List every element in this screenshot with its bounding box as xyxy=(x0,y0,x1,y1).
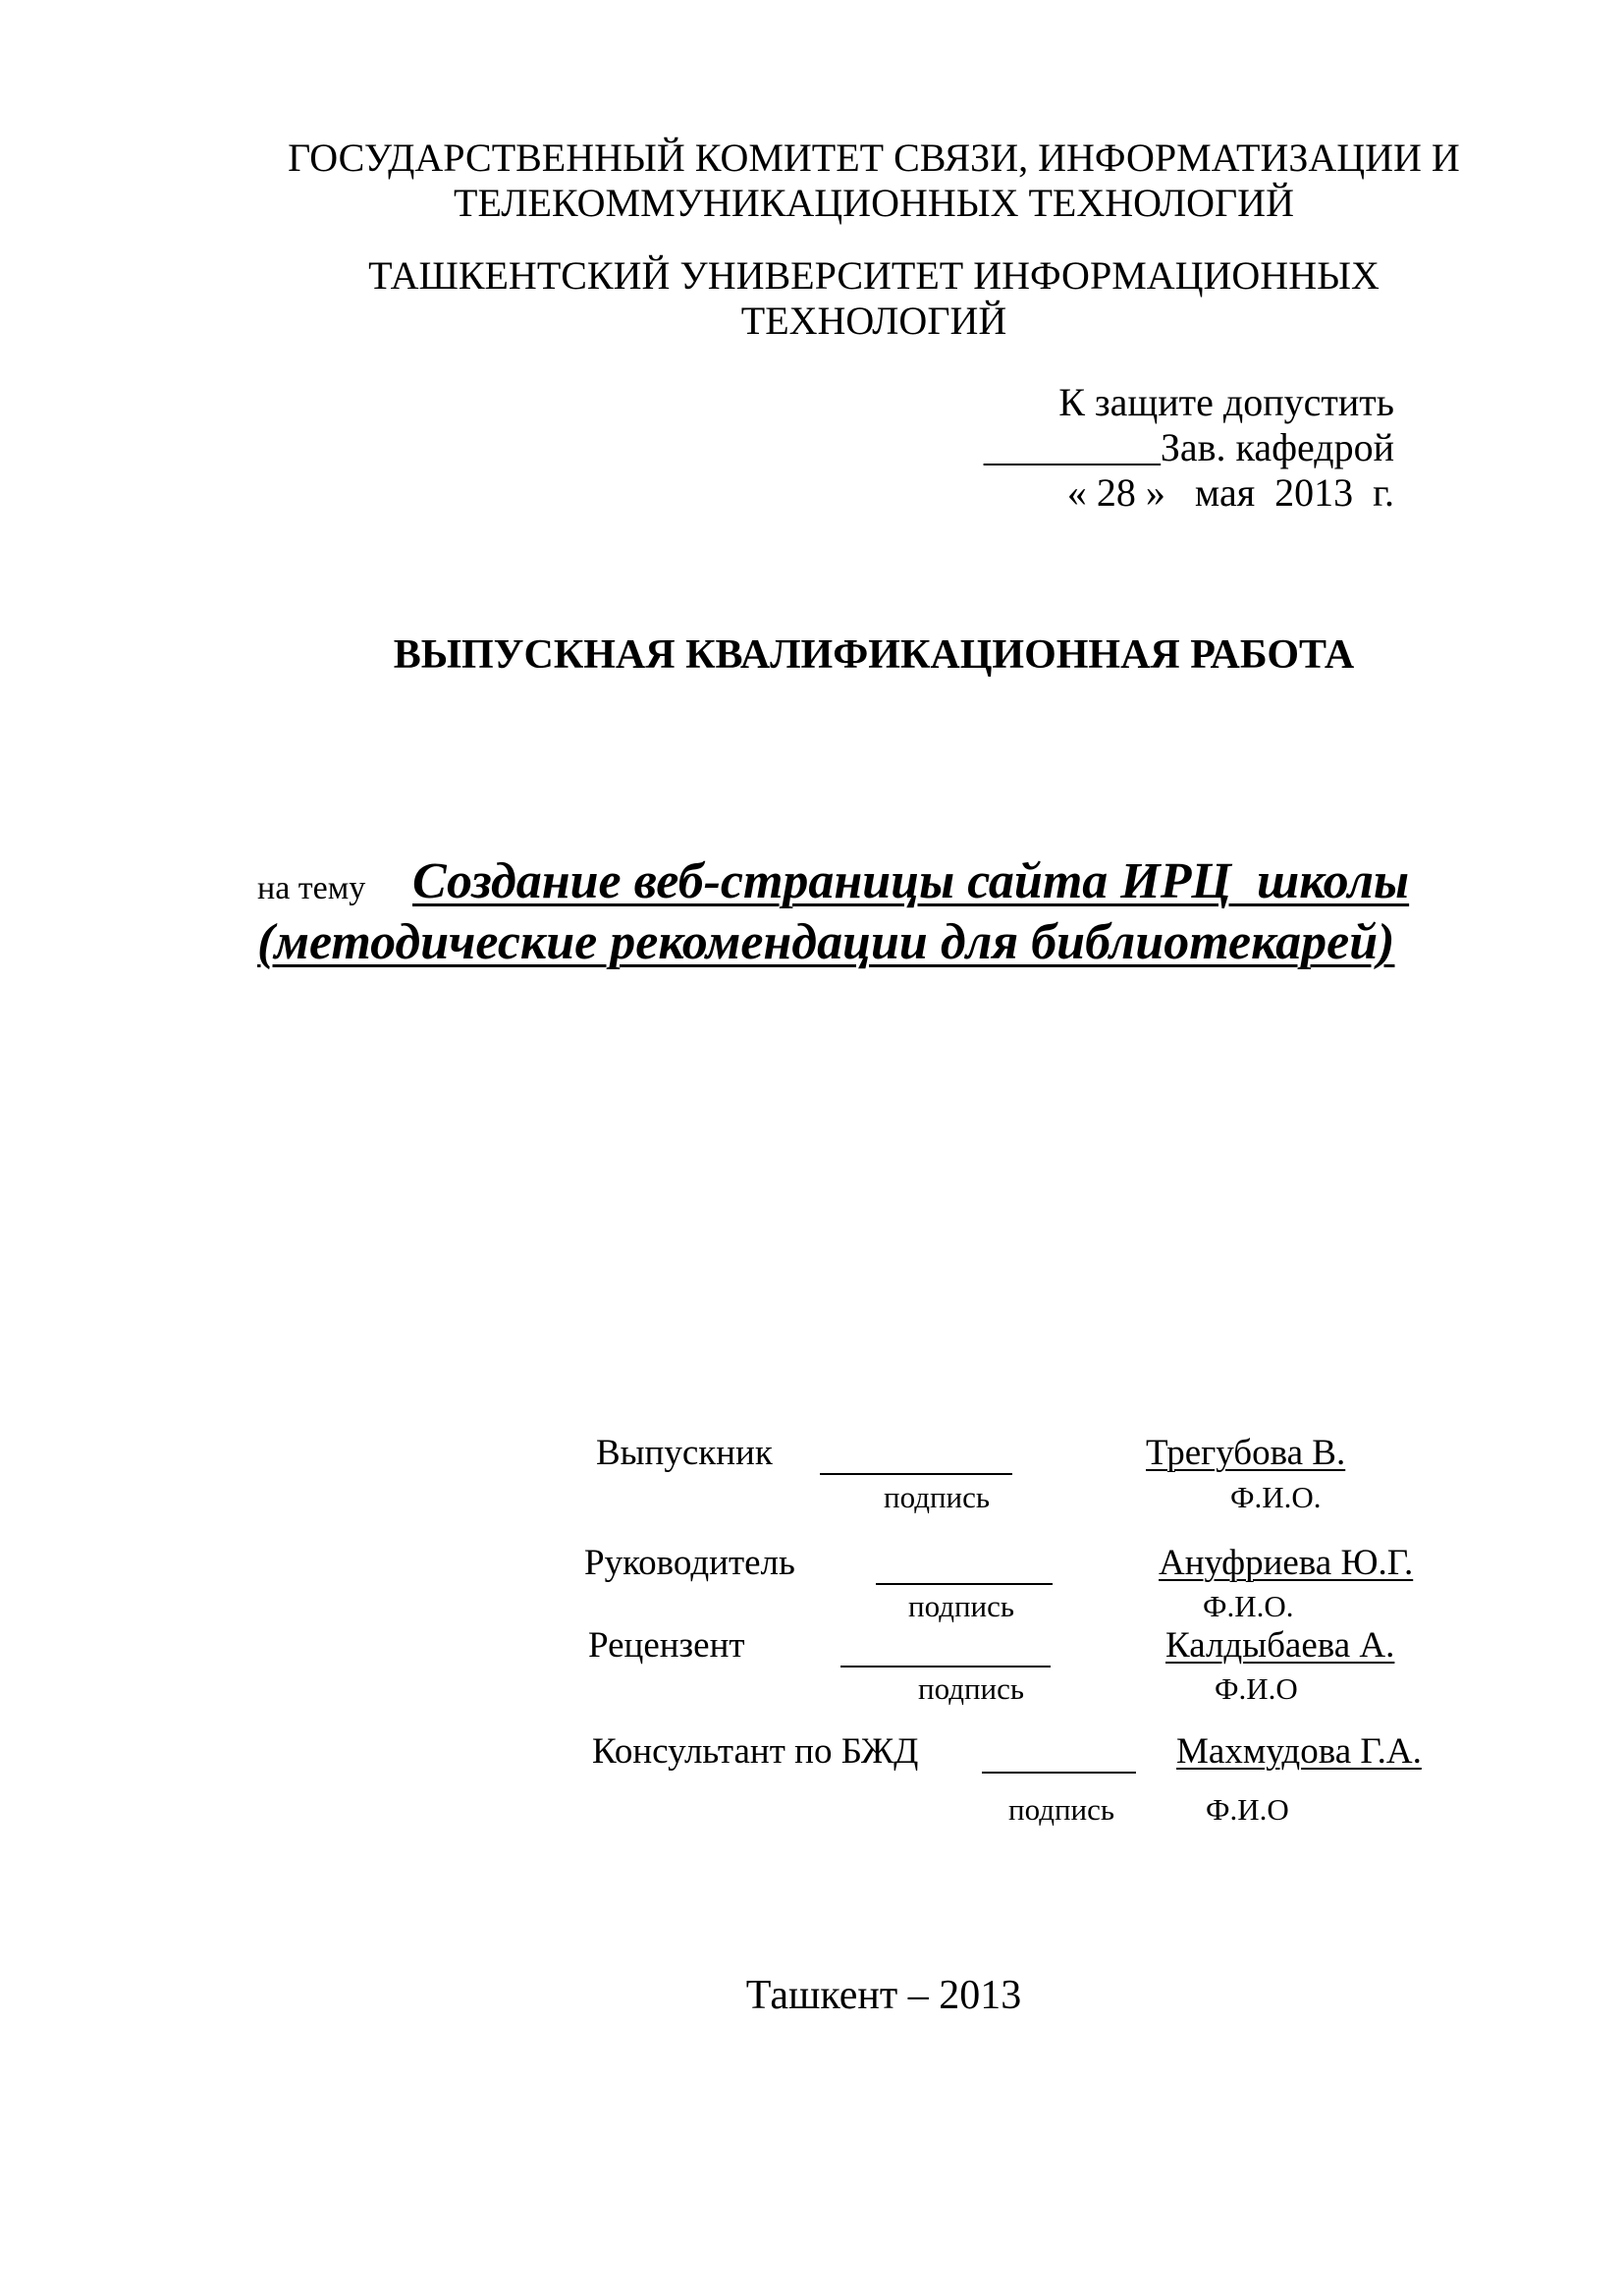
signature-caption-consultant: подпись xyxy=(1008,1792,1115,1827)
topic-line-1: Создание веб-страницы сайта ИРЦ школы xyxy=(412,853,1410,909)
signature-role-supervisor: Руководитель xyxy=(584,1543,795,1583)
topic-line-2: (методические рекомендации для библиотекарей) xyxy=(257,914,1395,970)
committee-line-2: ТЕЛЕКОММУНИКАЦИОННЫХ ТЕХНОЛОГИЙ xyxy=(454,181,1294,225)
signature-name-supervisor xyxy=(1159,1542,1413,1584)
university-line-1: ТАШКЕНТСКИЙ УНИВЕРСИТЕТ ИНФОРМАЦИОННЫХ xyxy=(368,253,1380,298)
signature-name-supervisor-text: Ануфриева Ю.Г. xyxy=(1159,1543,1414,1583)
signature-name-graduate-text: Трегубова В. xyxy=(1146,1433,1346,1473)
signature-caption-supervisor: подпись xyxy=(908,1589,1015,1623)
approval-head-label: Зав. кафедрой xyxy=(1160,425,1394,469)
signature-caption-graduate: подпись xyxy=(884,1480,991,1514)
signature-name-consultant xyxy=(1176,1730,1422,1773)
signature-line-consultant xyxy=(982,1772,1136,1774)
signature-role-graduate: Выпускник xyxy=(596,1433,773,1473)
signature-name-reviewer xyxy=(1165,1624,1394,1667)
name-caption-consultant: Ф.И.О xyxy=(1206,1792,1289,1827)
name-caption-reviewer: Ф.И.О xyxy=(1215,1671,1298,1706)
signature-role-reviewer: Рецензент xyxy=(588,1625,745,1666)
name-caption-graduate: Ф.И.О. xyxy=(1230,1480,1322,1514)
city-year: Ташкент – 2013 xyxy=(745,1973,1022,2018)
approval-blank: _________ xyxy=(983,425,1161,469)
signature-name-graduate xyxy=(1146,1432,1345,1474)
committee-line-1: ГОСУДАРСТВЕННЫЙ КОМИТЕТ СВЯЗИ, ИНФОРМАТИЗАЦИИ И xyxy=(288,136,1460,180)
committee-header xyxy=(0,136,1624,226)
topic-prefix: на тему xyxy=(257,870,366,906)
approval-line-2 xyxy=(984,424,1394,470)
signature-name-reviewer-text: Калдыбаева А. xyxy=(1165,1625,1395,1666)
university-header xyxy=(0,253,1624,344)
signature-line-reviewer xyxy=(840,1666,1051,1667)
signature-line-graduate xyxy=(820,1473,1012,1475)
signature-name-consultant-text: Махмудова Г.А. xyxy=(1176,1731,1422,1772)
signature-role-consultant: Консультант по БЖД xyxy=(592,1731,919,1772)
approval-line-1: К защите допустить xyxy=(1058,380,1394,424)
name-caption-supervisor: Ф.И.О. xyxy=(1203,1589,1294,1623)
signature-caption-reviewer: подпись xyxy=(918,1671,1025,1706)
approval-date: « 28 » мая 2013 г. xyxy=(1066,470,1394,515)
signature-line-supervisor xyxy=(876,1583,1053,1585)
document-title: ВЫПУСКНАЯ КВАЛИФИКАЦИОННАЯ РАБОТА xyxy=(393,632,1355,678)
university-line-2: ТЕХНОЛОГИЙ xyxy=(740,299,1007,343)
